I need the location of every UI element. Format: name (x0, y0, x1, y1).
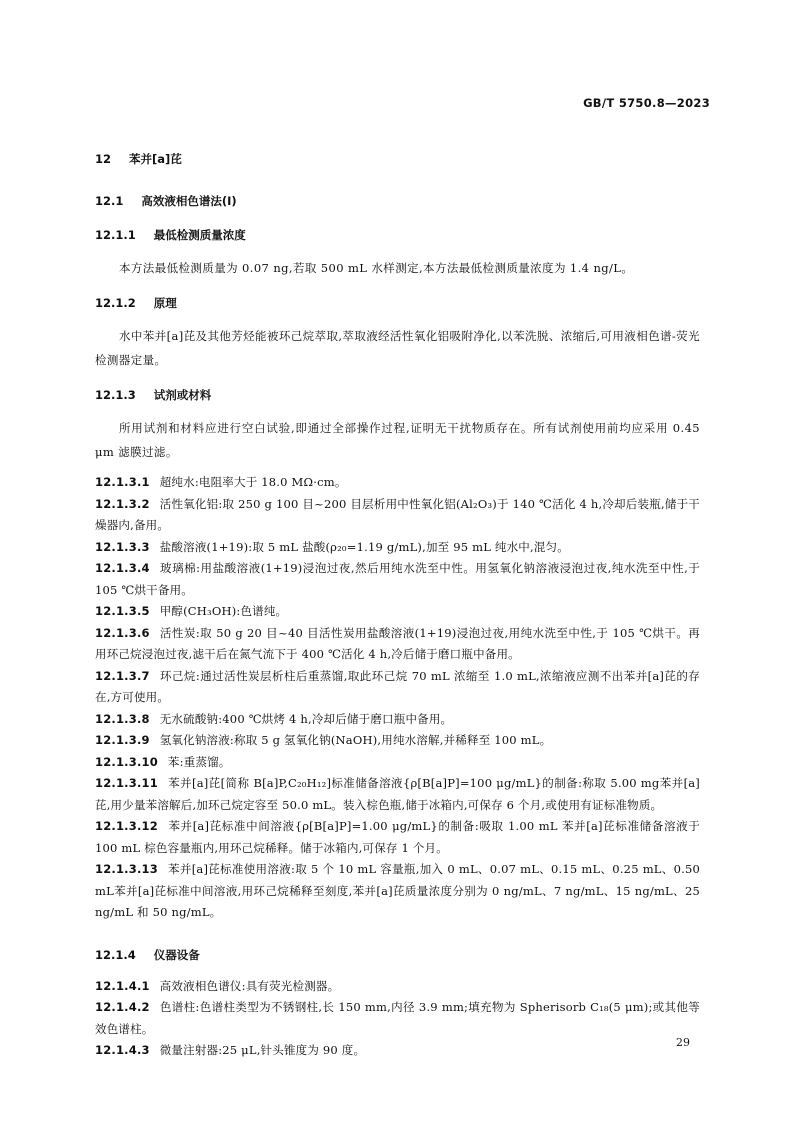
section-number: 12.1.4 (95, 947, 136, 962)
reagent-item (95, 730, 700, 752)
item-number: 12.1.3.1 (95, 475, 150, 489)
item-text: 无水硫酸钠:400 ℃烘烤 4 h,冷却后储于磨口瓶中备用。 (159, 711, 453, 726)
section-title: 苯并[a]芘 (129, 152, 182, 166)
reagent-list (95, 472, 700, 924)
item-text: 超纯水:电阻率大于 18.0 MΩ·cm。 (159, 475, 347, 489)
reagent-item (95, 494, 700, 537)
item-number: 12.1.3.10 (95, 754, 158, 769)
item-number: 12.1.3.4 (95, 561, 150, 575)
item-number: 12.1.3.9 (95, 733, 150, 747)
section-heading-12 (95, 148, 700, 170)
reagent-item (95, 752, 700, 774)
item-text: 高效液相色谱仪:具有荧光检测器。 (159, 978, 340, 993)
item-number: 12.1.3.5 (95, 604, 150, 618)
item-text: 苯并[a]芘[简称 B[a]P,C₂₀H₁₂]标准储备溶液{ρ[B[a]P]=100 μg/mL}的制备:称取 5.00 mg苯并[a]芘,用少量苯溶解后,加环己烷定容至 50.0 mL。装入棕色瓶,储于冰箱内,可保存 6 个月,或使用有证标准物质。 (95, 776, 700, 812)
paragraph-principle: 水中苯并[a]芘及其他芳烃能被环己烷萃取,萃取液经活性氧化铝吸附净化,以苯洗脱、浓缩后,可用液相色谱-荧光检测器定量。 (95, 329, 700, 367)
reagent-item (95, 709, 700, 731)
reagent-item (95, 666, 700, 709)
item-text: 盐酸溶液(1+19):取 5 mL 盐酸(ρ₂₀=1.19 g/mL),加至 95 mL 纯水中,混匀。 (159, 539, 569, 554)
paragraph-detection-limit: 本方法最低检测质量为 0.07 ng,若取 500 mL 水样测定,本方法最低检测质量浓度为 1.4 ng/L。 (119, 261, 634, 275)
section-title: 最低检测质量浓度 (153, 228, 246, 242)
instrument-item (95, 1040, 700, 1062)
section-title: 原理 (153, 296, 177, 310)
item-text: 苯并[a]芘标准中间溶液{ρ[B[a]P]=1.00 μg/mL}的制备:吸取 1.00 mL 苯并[a]芘标准储备溶液于 100 mL 棕色容量瓶内,用环己烷稀释。储于冰箱内,可保存 1 个月。 (95, 819, 700, 855)
section-title: 仪器设备 (153, 947, 200, 962)
page-content (95, 148, 700, 1062)
reagent-item (95, 472, 700, 494)
item-text: 活性炭:取 50 g 20 目~40 目活性炭用盐酸溶液(1+19)浸泡过夜,用纯水洗至中性,于 105 ℃烘干。再用环己烷浸泡过夜,滤干后在氮气流下于 400 ℃活化 4 h,冷后储于磨口瓶中备用。 (95, 625, 700, 661)
item-text: 玻璃棉:用盐酸溶液(1+19)浸泡过夜,然后用纯水洗至中性。用氢氧化钠溶液浸泡过夜,纯水洗至中性,于 105 ℃烘干备用。 (95, 561, 700, 597)
reagent-item (95, 816, 700, 859)
item-number: 12.1.4.1 (95, 978, 150, 993)
item-number: 12.1.3.7 (95, 668, 150, 683)
instrument-list (95, 976, 700, 1062)
reagent-item (95, 558, 700, 601)
standard-number: GB/T 5750.8—2023 (583, 96, 710, 110)
item-number: 12.1.4.3 (95, 1043, 150, 1057)
page-number: 29 (676, 1036, 690, 1049)
instrument-item (95, 997, 700, 1040)
reagent-item (95, 601, 700, 623)
item-number: 12.1.3.8 (95, 711, 150, 726)
section-number: 12.1.2 (95, 296, 136, 310)
section-heading-12-1-1 (95, 224, 700, 246)
item-number: 12.1.3.6 (95, 625, 150, 640)
section-number: 12.1.1 (95, 228, 136, 242)
section-title: 试剂或材料 (153, 388, 212, 402)
section-heading-12-1-4 (95, 944, 700, 966)
section-number: 12 (95, 152, 112, 166)
item-text: 苯:重蒸馏。 (167, 754, 231, 769)
item-text: 环己烷:通过活性炭层析柱后重蒸馏,取此环己烷 70 mL 浓缩至 1.0 mL,浓缩液应测不出苯并[a]芘的存在,方可使用。 (95, 668, 700, 704)
section-title: 高效液相色谱法(Ⅰ) (141, 194, 237, 208)
reagent-item (95, 773, 700, 816)
item-text: 活性氧化铝:取 250 g 100 目~200 目层析用中性氧化铝(Al₂O₃)于 140 ℃活化 4 h,冷却后装瓶,储于干燥器内,备用。 (95, 496, 700, 532)
item-number: 12.1.3.12 (95, 819, 158, 833)
paragraph-reagents-intro: 所用试剂和材料应进行空白试验,即通过全部操作过程,证明无干扰物质存在。所有试剂使用前均应采用 0.45 μm 滤膜过滤。 (95, 421, 700, 459)
section-number: 12.1.3 (95, 388, 136, 402)
section-number: 12.1 (95, 194, 124, 208)
item-number: 12.1.3.3 (95, 539, 150, 554)
item-text: 微量注射器:25 μL,针头锥度为 90 度。 (159, 1043, 366, 1057)
item-text: 苯并[a]芘标准使用溶液:取 5 个 10 mL 容量瓶,加入 0 mL、0.07 mL、0.15 mL、0.25 mL、0.50 mL苯并[a]芘标准中间溶液,用环己烷稀释至刻度,苯并[a]芘质量浓度分别为 0 ng/mL、7 ng/mL、15 ng/mL、25 ng/mL 和 50 ng/mL。 (95, 862, 700, 919)
section-heading-12-1-3 (95, 384, 700, 406)
item-number: 12.1.4.2 (95, 1000, 150, 1014)
item-text: 氢氧化钠溶液:称取 5 g 氢氧化钠(NaOH),用纯水溶解,并稀释至 100 mL。 (159, 733, 552, 747)
reagent-item (95, 623, 700, 666)
item-text: 甲醇(CH₃OH):色谱纯。 (159, 604, 288, 618)
item-text: 色谱柱:色谱柱类型为不锈钢柱,长 150 mm,内径 3.9 mm;填充物为 Spherisorb C₁₈(5 μm);或其他等效色谱柱。 (95, 1000, 700, 1036)
item-number: 12.1.3.13 (95, 862, 158, 876)
instrument-item (95, 976, 700, 998)
reagent-item (95, 859, 700, 924)
section-heading-12-1-2 (95, 292, 700, 314)
item-number: 12.1.3.2 (95, 496, 150, 511)
reagent-item (95, 537, 700, 559)
section-heading-12-1 (95, 190, 700, 212)
item-number: 12.1.3.11 (95, 776, 158, 790)
